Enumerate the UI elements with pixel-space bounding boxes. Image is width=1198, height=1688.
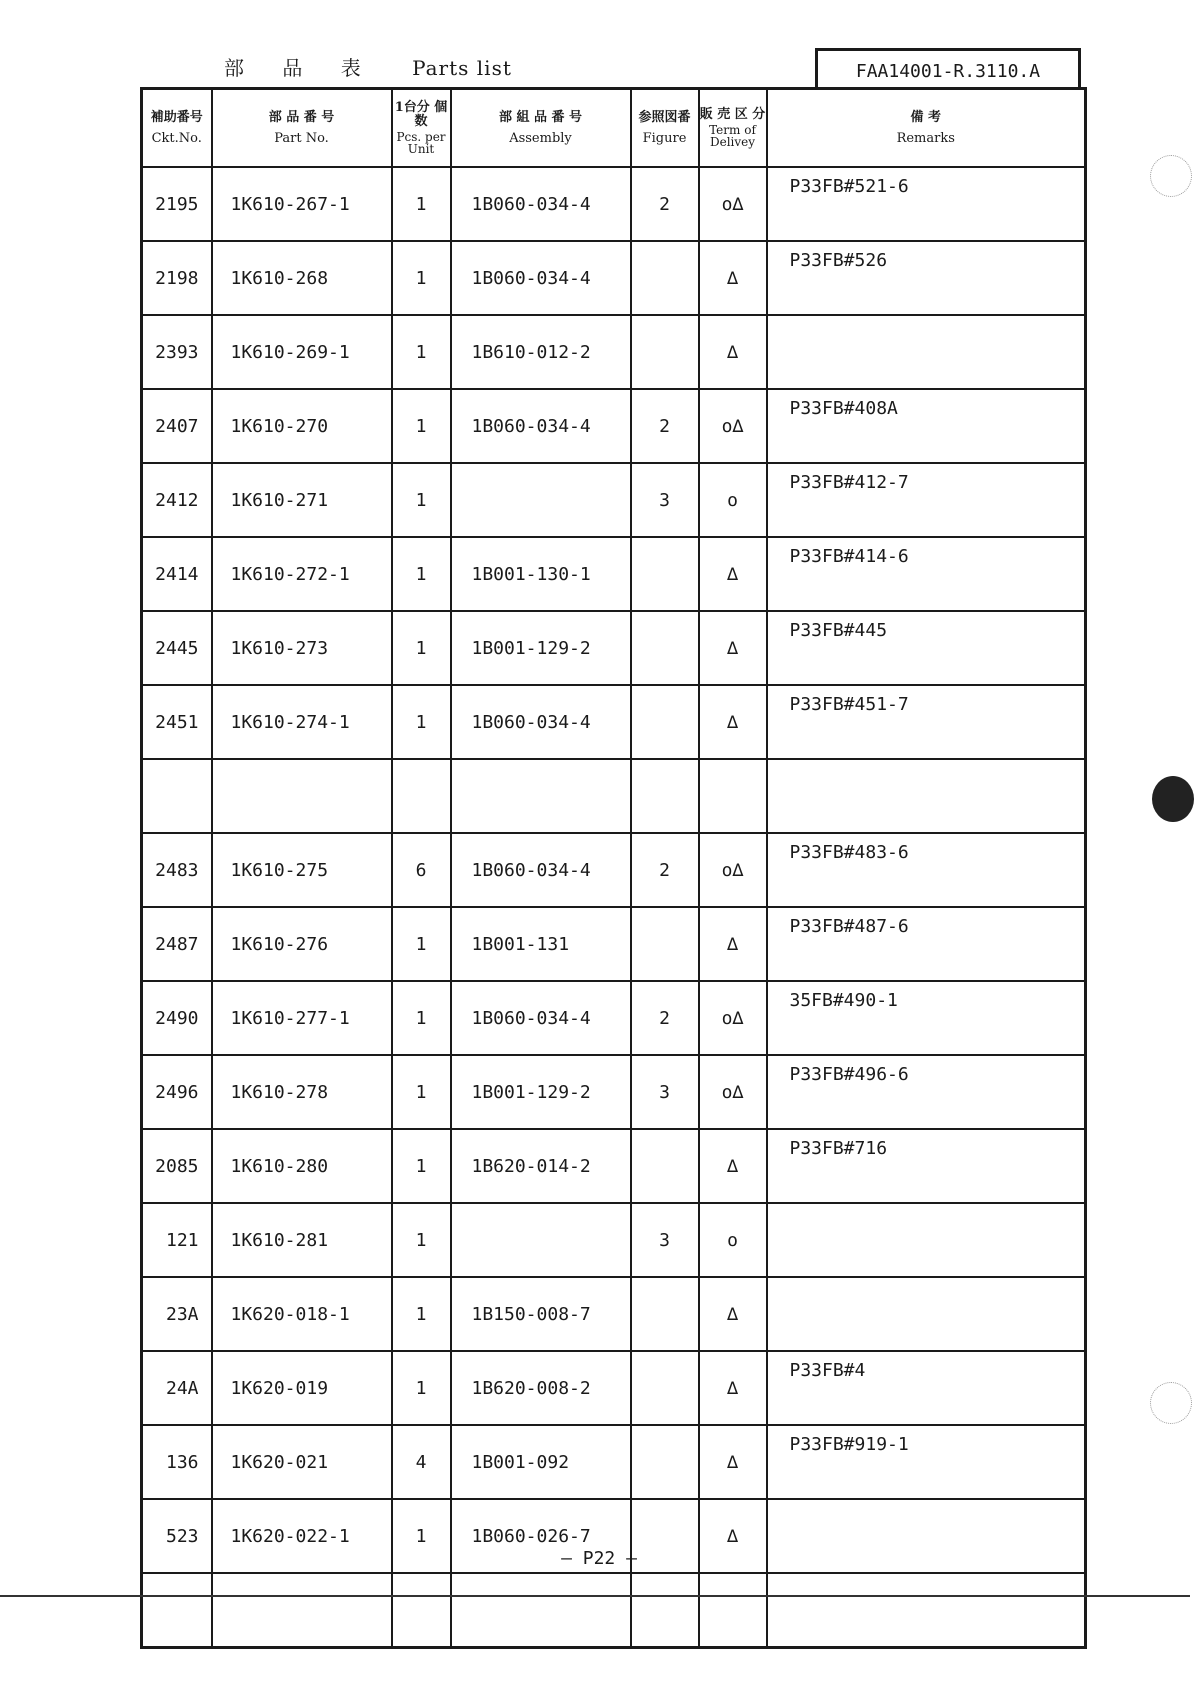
cell-assembly: 1B620-014-2 xyxy=(451,1129,631,1203)
cell-remarks: P33FB#521-6 xyxy=(767,167,1086,241)
cell-pcs: 1 xyxy=(392,981,451,1055)
cell-part: 1K610-267-1 xyxy=(212,167,392,241)
cell-assembly: 1B001-130-1 xyxy=(451,537,631,611)
col-pcs-header: 1台分 個 数 Pcs. per Unit xyxy=(392,89,451,168)
cell-ckt xyxy=(142,759,212,833)
cell-part: 1K610-274-1 xyxy=(212,685,392,759)
col-term-header: 販 売 区 分 Term of Delivey xyxy=(699,89,767,168)
cell-remarks: P33FB#412-7 xyxy=(767,463,1086,537)
cell-pcs: 1 xyxy=(392,685,451,759)
cell-pcs: 4 xyxy=(392,1425,451,1499)
cell-term: o∆ xyxy=(699,833,767,907)
table-row xyxy=(142,1351,1086,1425)
table-row xyxy=(142,611,1086,685)
cell-remarks: P33FB#483-6 xyxy=(767,833,1086,907)
cell-figure: 2 xyxy=(631,389,699,463)
cell-pcs: 1 xyxy=(392,907,451,981)
document-number: FAA14001-R.3110.A xyxy=(815,48,1081,87)
cell-part: 1K610-280 xyxy=(212,1129,392,1203)
table-row xyxy=(142,1055,1086,1129)
cell-figure: 2 xyxy=(631,167,699,241)
cell-ckt: 2496 xyxy=(142,1055,212,1129)
cell-remarks: 35FB#490-1 xyxy=(767,981,1086,1055)
cell-ckt: 2451 xyxy=(142,685,212,759)
cell-assembly xyxy=(451,463,631,537)
cell-pcs: 1 xyxy=(392,463,451,537)
cell-assembly xyxy=(451,759,631,833)
cell-part: 1K610-269-1 xyxy=(212,315,392,389)
cell-ckt: 2490 xyxy=(142,981,212,1055)
cell-remarks: P33FB#4 xyxy=(767,1351,1086,1425)
cell-assembly: 1B060-034-4 xyxy=(451,241,631,315)
cell-ckt: 523 xyxy=(142,1499,212,1573)
table-row xyxy=(142,537,1086,611)
cell-figure xyxy=(631,315,699,389)
table-row xyxy=(142,759,1086,833)
cell-assembly: 1B060-026-7 xyxy=(451,1499,631,1573)
cell-assembly: 1B060-034-4 xyxy=(451,833,631,907)
cell-figure xyxy=(631,1129,699,1203)
cell-part: 1K610-271 xyxy=(212,463,392,537)
cell-term: ∆ xyxy=(699,1351,767,1425)
cell-assembly: 1B620-008-2 xyxy=(451,1351,631,1425)
cell-remarks xyxy=(767,759,1086,833)
cell-figure: 3 xyxy=(631,1203,699,1277)
cell-part: 1K610-273 xyxy=(212,611,392,685)
cell-term: o∆ xyxy=(699,389,767,463)
cell-part: 1K620-018-1 xyxy=(212,1277,392,1351)
parts-table xyxy=(140,87,1087,1649)
cell-part: 1K610-281 xyxy=(212,1203,392,1277)
cell-pcs: 1 xyxy=(392,1351,451,1425)
cell-part: 1K610-275 xyxy=(212,833,392,907)
cell-term xyxy=(699,759,767,833)
cell-figure xyxy=(631,1351,699,1425)
table-row xyxy=(142,1425,1086,1499)
cell-remarks: P33FB#451-7 xyxy=(767,685,1086,759)
cell-pcs: 1 xyxy=(392,611,451,685)
title-en: Parts list xyxy=(412,56,512,80)
cell-figure xyxy=(631,759,699,833)
col-part-header: 部 品 番 号 Part No. xyxy=(212,89,392,168)
cell-term: ∆ xyxy=(699,1499,767,1573)
cell-ckt: 136 xyxy=(142,1425,212,1499)
cell-assembly: 1B060-034-4 xyxy=(451,389,631,463)
table-row xyxy=(142,833,1086,907)
table-row xyxy=(142,1203,1086,1277)
cell-remarks: P33FB#414-6 xyxy=(767,537,1086,611)
cell-part: 1K610-276 xyxy=(212,907,392,981)
cell-figure: 3 xyxy=(631,463,699,537)
cell-term: ∆ xyxy=(699,1425,767,1499)
cell-ckt: 2195 xyxy=(142,167,212,241)
title-jp: 部 品 表 xyxy=(224,56,377,80)
cell-assembly: 1B001-129-2 xyxy=(451,611,631,685)
cell-term: o∆ xyxy=(699,167,767,241)
cell-pcs: 1 xyxy=(392,167,451,241)
cell-term: ∆ xyxy=(699,315,767,389)
table-row xyxy=(142,389,1086,463)
cell-pcs: 1 xyxy=(392,1129,451,1203)
punch-hole-mark xyxy=(1150,155,1192,197)
cell-remarks: P33FB#487-6 xyxy=(767,907,1086,981)
ink-blot-mark xyxy=(1152,776,1194,822)
cell-term: o∆ xyxy=(699,981,767,1055)
page-title xyxy=(224,52,512,81)
cell-ckt: 2445 xyxy=(142,611,212,685)
cell-term: ∆ xyxy=(699,1277,767,1351)
cell-remarks: P33FB#408A xyxy=(767,389,1086,463)
cell-figure: 3 xyxy=(631,1055,699,1129)
table-row xyxy=(142,241,1086,315)
cell-assembly: 1B060-034-4 xyxy=(451,981,631,1055)
cell-remarks: P33FB#526 xyxy=(767,241,1086,315)
cell-remarks: P33FB#716 xyxy=(767,1129,1086,1203)
cell-part xyxy=(212,759,392,833)
col-remarks-header: 備 考 Remarks xyxy=(767,89,1086,168)
cell-part: 1K610-272-1 xyxy=(212,537,392,611)
cell-assembly: 1B060-034-4 xyxy=(451,167,631,241)
cell-term: o xyxy=(699,463,767,537)
cell-figure xyxy=(631,1425,699,1499)
col-figure-header: 参照図番 Figure xyxy=(631,89,699,168)
cell-remarks: P33FB#445 xyxy=(767,611,1086,685)
col-ckt-header: 補助番号 Ckt.No. xyxy=(142,89,212,168)
cell-figure xyxy=(631,907,699,981)
cell-part: 1K620-022-1 xyxy=(212,1499,392,1573)
cell-figure xyxy=(631,611,699,685)
table-row xyxy=(142,981,1086,1055)
cell-assembly: 1B001-129-2 xyxy=(451,1055,631,1129)
cell-assembly: 1B150-008-7 xyxy=(451,1277,631,1351)
cell-term: ∆ xyxy=(699,1129,767,1203)
table-row xyxy=(142,1277,1086,1351)
cell-pcs: 1 xyxy=(392,1055,451,1129)
cell-term: ∆ xyxy=(699,537,767,611)
cell-pcs: 6 xyxy=(392,833,451,907)
table-row xyxy=(142,315,1086,389)
cell-assembly: 1B060-034-4 xyxy=(451,685,631,759)
cell-assembly: 1B610-012-2 xyxy=(451,315,631,389)
table-row xyxy=(142,1129,1086,1203)
cell-figure xyxy=(631,537,699,611)
cell-figure xyxy=(631,1277,699,1351)
cell-figure xyxy=(631,685,699,759)
cell-pcs: 1 xyxy=(392,1277,451,1351)
cell-pcs: 1 xyxy=(392,389,451,463)
cell-ckt: 2487 xyxy=(142,907,212,981)
punch-hole-mark xyxy=(1150,1382,1192,1424)
cell-pcs: 1 xyxy=(392,1499,451,1573)
cell-assembly: 1B001-131 xyxy=(451,907,631,981)
cell-ckt: 121 xyxy=(142,1203,212,1277)
cell-pcs: 1 xyxy=(392,241,451,315)
cell-remarks xyxy=(767,1203,1086,1277)
cell-part: 1K620-021 xyxy=(212,1425,392,1499)
cell-pcs: 1 xyxy=(392,315,451,389)
cell-term: ∆ xyxy=(699,241,767,315)
cell-term: o∆ xyxy=(699,1055,767,1129)
page-number: — P22 — xyxy=(561,1548,637,1569)
cell-ckt: 2198 xyxy=(142,241,212,315)
cell-assembly: 1B001-092 xyxy=(451,1425,631,1499)
cell-ckt: 2407 xyxy=(142,389,212,463)
cell-term: o xyxy=(699,1203,767,1277)
cell-term: ∆ xyxy=(699,907,767,981)
cell-pcs: 1 xyxy=(392,537,451,611)
cell-ckt: 2483 xyxy=(142,833,212,907)
cell-ckt: 24A xyxy=(142,1351,212,1425)
table-row xyxy=(142,167,1086,241)
cell-ckt: 2085 xyxy=(142,1129,212,1203)
cell-remarks xyxy=(767,315,1086,389)
cell-part: 1K610-277-1 xyxy=(212,981,392,1055)
table-row xyxy=(142,685,1086,759)
cell-remarks: P33FB#496-6 xyxy=(767,1055,1086,1129)
cell-remarks: P33FB#919-1 xyxy=(767,1425,1086,1499)
cell-assembly xyxy=(451,1573,631,1648)
cell-figure: 2 xyxy=(631,833,699,907)
cell-part: 1K610-270 xyxy=(212,389,392,463)
cell-ckt xyxy=(142,1573,212,1648)
bottom-rule xyxy=(0,1595,1190,1597)
cell-term: ∆ xyxy=(699,611,767,685)
cell-assembly xyxy=(451,1203,631,1277)
table-row xyxy=(142,1573,1086,1648)
cell-term: ∆ xyxy=(699,685,767,759)
cell-pcs xyxy=(392,1573,451,1648)
cell-ckt: 2412 xyxy=(142,463,212,537)
cell-ckt: 2393 xyxy=(142,315,212,389)
cell-pcs: 1 xyxy=(392,1203,451,1277)
cell-part: 1K610-268 xyxy=(212,241,392,315)
table-row xyxy=(142,463,1086,537)
col-assembly-header: 部 組 品 番 号 Assembly xyxy=(451,89,631,168)
table-row xyxy=(142,907,1086,981)
cell-remarks xyxy=(767,1573,1086,1648)
cell-figure xyxy=(631,241,699,315)
cell-figure xyxy=(631,1573,699,1648)
cell-part: 1K620-019 xyxy=(212,1351,392,1425)
cell-part: 1K610-278 xyxy=(212,1055,392,1129)
cell-pcs xyxy=(392,759,451,833)
cell-remarks xyxy=(767,1277,1086,1351)
header-row xyxy=(142,89,1086,168)
cell-term xyxy=(699,1573,767,1648)
cell-ckt: 2414 xyxy=(142,537,212,611)
cell-ckt: 23A xyxy=(142,1277,212,1351)
cell-part xyxy=(212,1573,392,1648)
cell-figure: 2 xyxy=(631,981,699,1055)
